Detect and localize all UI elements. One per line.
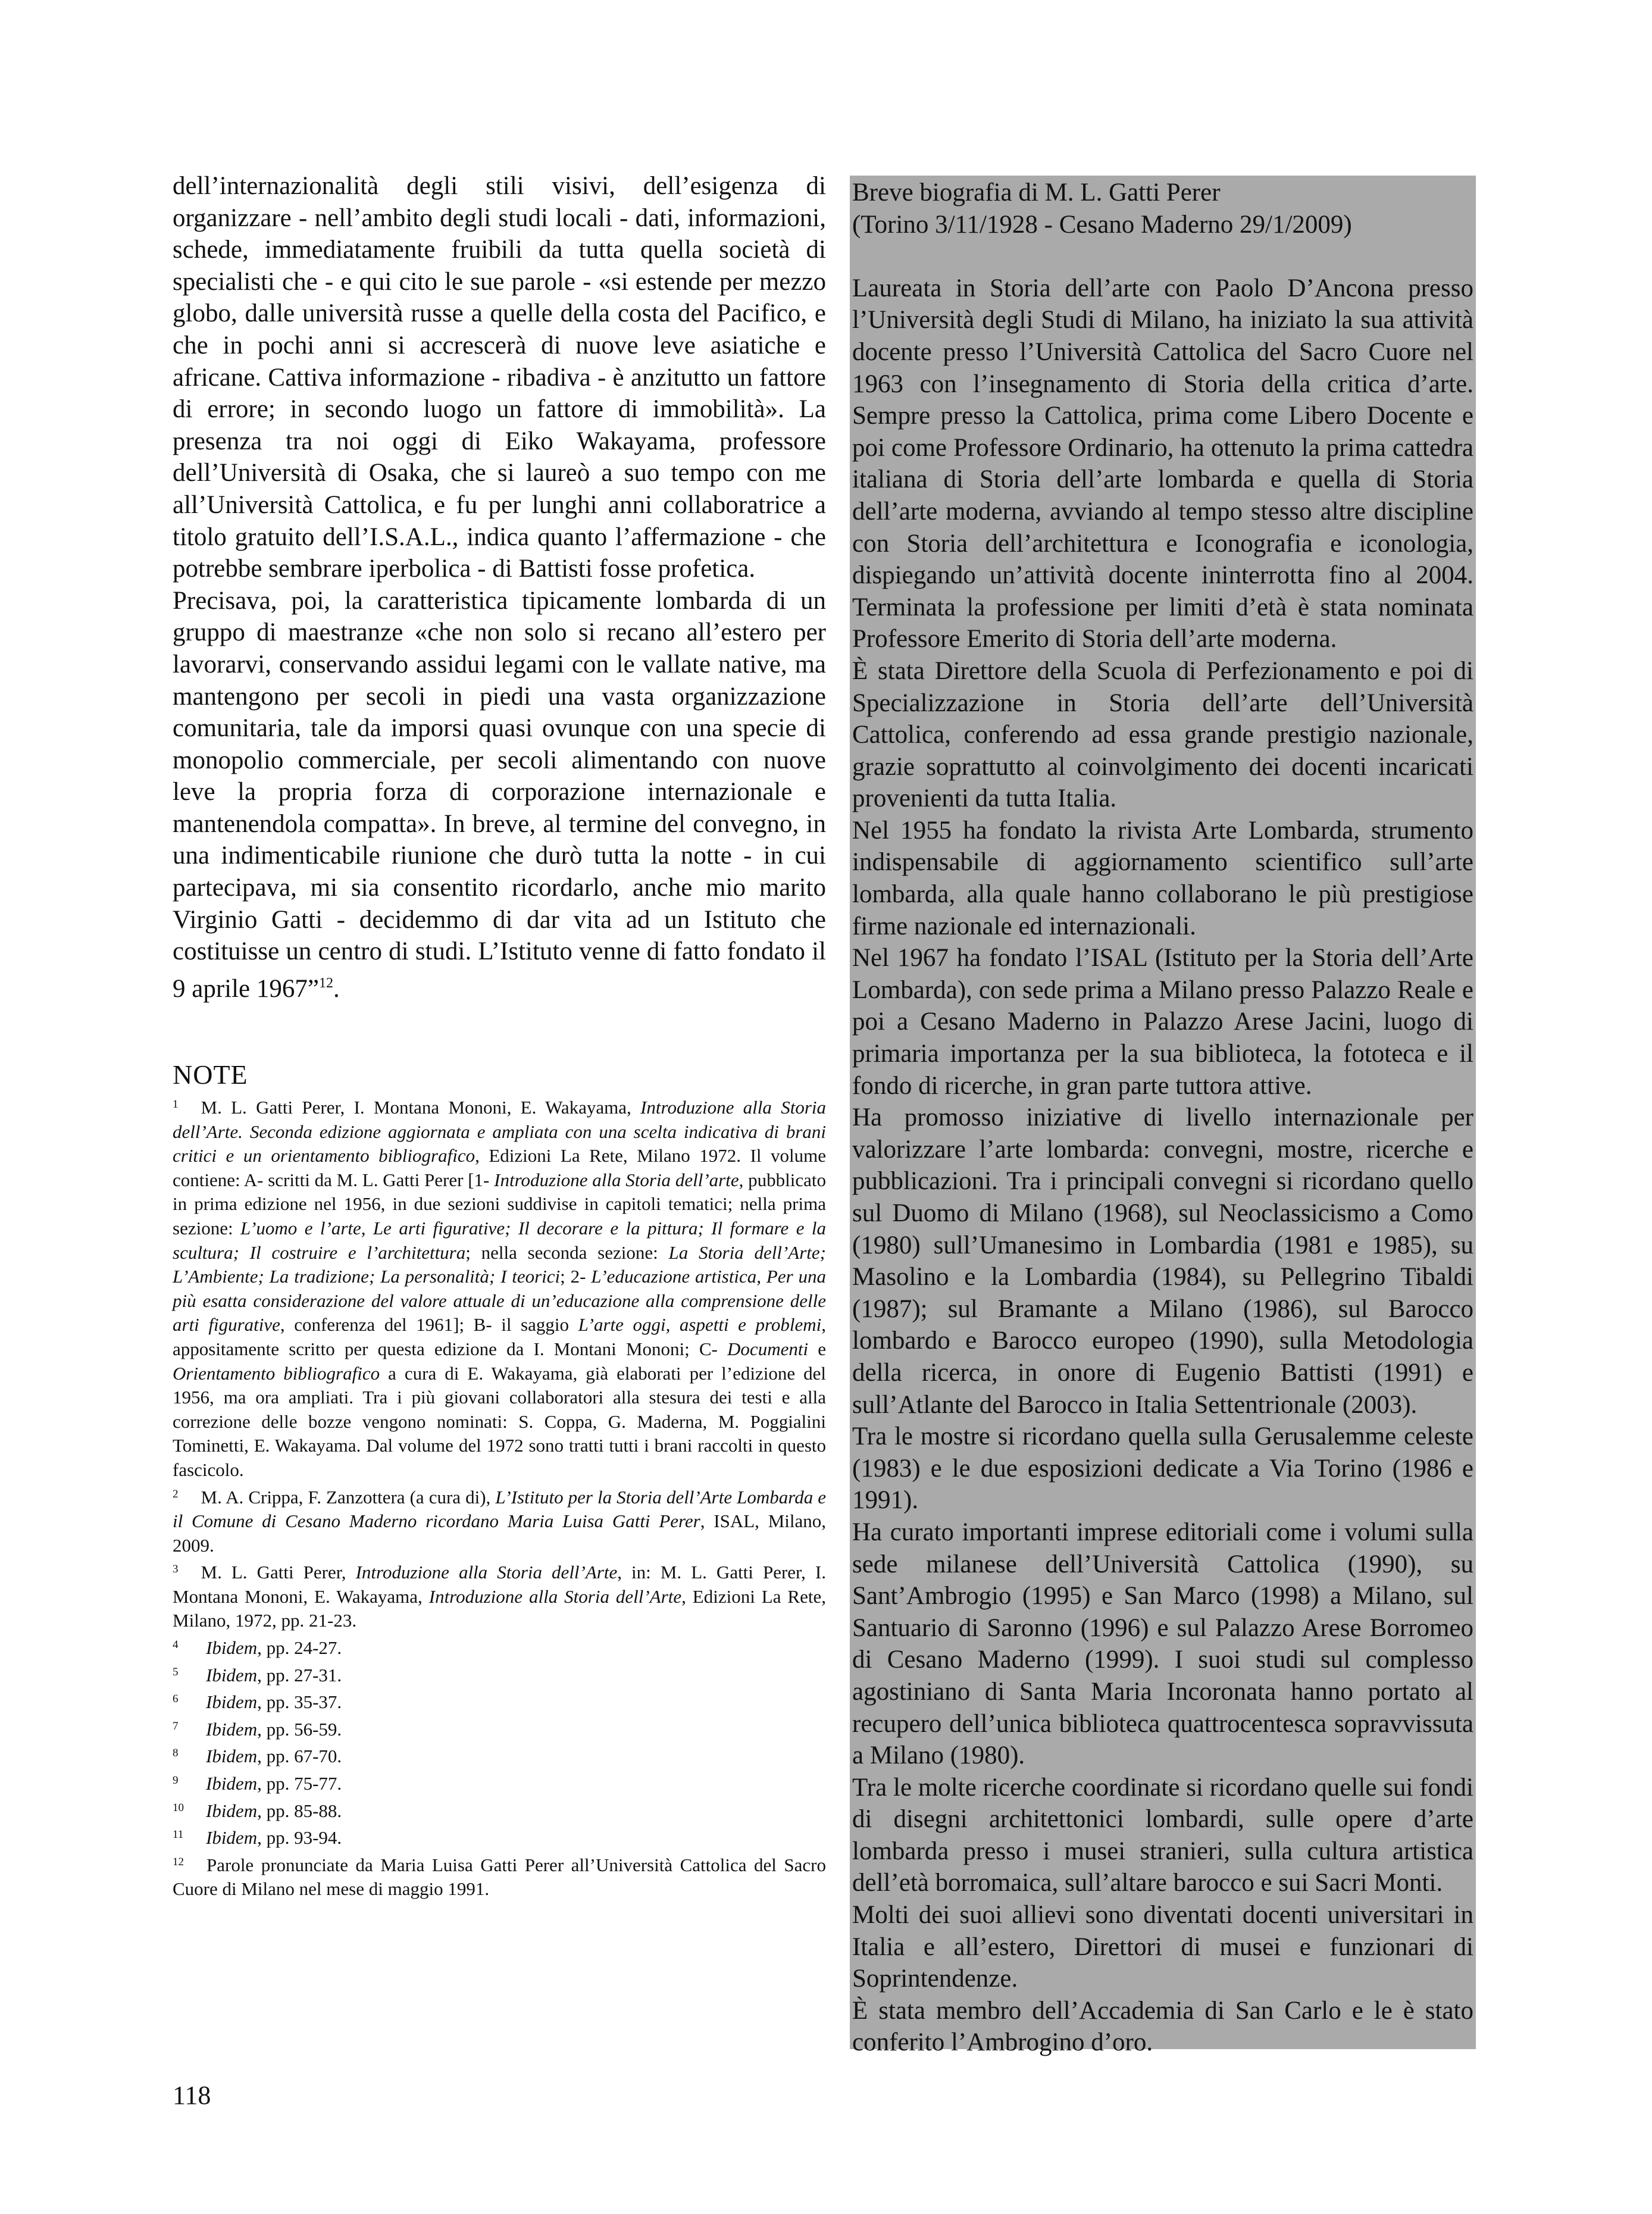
- footnote-number: 11: [173, 1828, 184, 1841]
- footnote-number: 10: [173, 1801, 184, 1814]
- footnote-text: , pp. 35-37.: [257, 1691, 342, 1713]
- footnote-text: M. L. Gatti Perer, I. Montana Mononi, E. Wakayama,: [201, 1097, 641, 1118]
- biography-spacer: [852, 240, 1473, 273]
- footnote-ref-12[interactable]: 12: [318, 975, 333, 991]
- footnote-3: [173, 1558, 826, 1633]
- footnote-italic-text: L’uomo e l’arte, Le arti figurative; Il decorare e la pittura; Il formare e la scultura; Il costruire e l’architettura: [173, 1217, 826, 1263]
- footnote-9: [173, 1769, 826, 1796]
- footnote-italic-text: Documenti: [727, 1338, 809, 1359]
- body-paragraph-2: [173, 585, 826, 1005]
- footnote-text: , pp. 75-77.: [257, 1773, 342, 1794]
- footnote-4: [173, 1633, 826, 1661]
- footnote-italic-text: Ibidem: [206, 1691, 258, 1713]
- footnote-text: a cura di E. Wakayama, già elaborati per l’edizione del 1956, ma ora ampliati. Tra i più giovani collaboratori alla stesura dei testi e alla correzione delle bozze vengono nominati: S. Coppa, G. Maderna, M. Poggialini Tominetti, E. Wakayama. Dal volume del 1972 sono tratti tutti i brani raccolti in questo fascicolo.: [173, 1362, 826, 1480]
- biography-title: Breve biografia di M. L. Gatti Perer: [852, 179, 1221, 207]
- footnote-text: ; nella seconda sezione:: [465, 1242, 669, 1263]
- body-paragraph-1: dell’internazionalità degli stili visivi, dell’esigenza di organizzare - nell’ambito degli studi locali - dati, informazioni, schede, immediatamente fruibili da tutta quella società di specialisti che - e qui cito le sue parole - «si estende per mezzo globo, dalle università russe a quelle della costa del Pacifico, e che in pochi anni si accrescerà di nuove leve asiatiche e africane. Cattiva informazione - ribadiva - è anzitutto un fattore di errore; in secondo luogo un fattore di immobilità». La presenza tra noi oggi di Eiko Wakayama, professore dell’Università di Osaka, che si laureò a suo tempo con me all’Università Cattolica, e fu per lunghi anni collaboratrice a titolo gratuito dell’I.S.A.L., indica quanto l’affermazione - che potrebbe sembrare iperbolica - di Battisti fosse profetica.: [173, 172, 826, 583]
- footnote-italic-text: Introduzione alla Storia dell’Arte: [355, 1562, 618, 1583]
- footnote-number: 9: [173, 1774, 179, 1787]
- body-paragraph-2-text: Precisava, poi, la caratteristica tipicamente lombarda di un gruppo di maestranze «che non solo si recano all’estero per lavorarvi, conservando assidui legami con le vallate native, ma mantengono per secoli in piedi una vasta organizzazione comunitaria, tale da imporsi quasi ovunque con una specie di monopolio commerciale, per secoli alimentando con nuove leve la propria forza di corporazione internazionale e mantenendola compatta». In breve, al termine del convegno, in una indimenticabile riunione che durò tutta la notte - in cui partecipava, mi sia consentito ricordarlo, anche mio marito Virginio Gatti - decidemmo di dar vita ad un Istituto che costituisse un centro di studi. L’Istituto venne di fatto fondato il 9 aprile 1967”: [173, 586, 826, 1003]
- footnote-number: 2: [173, 1487, 179, 1500]
- footnote-italic-text: La Storia dell’Arte; L’Ambiente; La tradizione; La personalità; I teorici: [173, 1242, 826, 1287]
- footnote-text: , pp. 56-59.: [257, 1718, 342, 1740]
- biography-paragraph: È stata membro dell’Accademia di San Carlo e le è stato conferito l’Ambrogino d’oro.: [852, 1996, 1473, 2057]
- footnote-text: , pp. 24-27.: [257, 1637, 342, 1659]
- footnote-italic-text: L’arte oggi, aspetti e problemi: [578, 1314, 822, 1336]
- footnote-italic-text: Ibidem: [206, 1773, 258, 1794]
- footnote-italic-text: Introduzione alla Storia dell’arte: [494, 1169, 739, 1190]
- footnote-text: M. L. Gatti Perer,: [201, 1562, 356, 1583]
- footnote-italic-text: Introduzione alla Storia dell’Arte: [428, 1586, 682, 1607]
- footnote-number: 1: [173, 1098, 179, 1111]
- footnote-text: , Edizioni La Rete, Milano, 1972, pp. 21-23.: [173, 1586, 826, 1631]
- biography-paragraph: Ha curato importanti imprese editoriali come i volumi sulla sede milanese dell’Università Cattolica (1990), su Sant’Ambrogio (1995) e San Marco (1998) a Milano, sul Santuario di Saronno (1996) e sul Palazzo Arese Borromeo di Cesano Maderno (1999). I suoi studi sul complesso agostiniano di Santa Maria Incoronata hanno portato al recupero dell’unica biblioteca quattrocentesca sopravvissuta a Milano (1980).: [852, 1518, 1473, 1770]
- footnote-number: 8: [173, 1747, 179, 1760]
- footnote-8: [173, 1741, 826, 1769]
- notes-section: [173, 1058, 826, 1902]
- footnote-number: 3: [173, 1563, 179, 1576]
- footnote-text: , in: M. L. Gatti Perer, I. Montana Mononi, E. Wakayama,: [173, 1562, 827, 1607]
- biography-paragraph: Tra le molte ricerche coordinate si ricordano quelle sui fondi di disegni architettonici lombardi, sulle opere d’arte lombarda presso i musei stranieri, sulla cultura artistica dell’età borromaica, sull’altare barocco e sui Sacri Monti.: [852, 1773, 1473, 1897]
- main-body-text: [173, 170, 826, 1005]
- footnote-11: [173, 1823, 826, 1850]
- footnote-text: , pp. 27-31.: [257, 1664, 342, 1685]
- footnote-text: , pp. 85-88.: [257, 1800, 342, 1821]
- biography-paragraph: Laureata in Storia dell’arte con Paolo D’Ancona presso l’Università degli Studi di Milano, ha iniziato la sua attività docente presso l’Università Cattolica del Sacro Cuore nel 1963 con l’insegnamento di Storia della critica d’arte. Sempre presso la Cattolica, prima come Libero Docente e poi come Professore Ordinario, ha ottenuto la prima cattedra italiana di Storia dell’arte lombarda e quella di Storia dell’arte moderna, avviando al tempo stesso altre discipline con Storia dell’architettura e Iconografia e iconologia, dispiegando un’attività docente ininterrotta fino al 2004. Terminata la professione per limiti d’età è stata nominata Professore Emerito di Storia dell’arte moderna.: [852, 274, 1473, 653]
- footnote-number: 6: [173, 1693, 179, 1706]
- footnote-italic-text: L’educazione artistica, Per una più esatta considerazione del valore attuale di un’educazione alla comprensione delle arti figurative: [173, 1266, 826, 1336]
- footnote-number: 7: [173, 1719, 179, 1733]
- footnote-6: [173, 1687, 826, 1715]
- footnote-7: [173, 1715, 826, 1742]
- footnote-text: , conferenza del 1961]; B- il saggio: [280, 1314, 578, 1336]
- biography-paragraph: Nel 1955 ha fondato la rivista Arte Lombarda, strumento indispensabile di aggiornamento scientifico sull’arte lombarda, alla quale hanno collaborano le più prestigiose firme nazionale ed internazionali.: [852, 816, 1473, 940]
- biography-paragraph: Molti dei suoi allievi sono diventati docenti universitari in Italia e all’estero, Direttori di musei e funzionari di Soprintendenze.: [852, 1901, 1473, 1993]
- footnote-italic-text: L’Istituto per la Storia dell’Arte Lombarda e il Comune di Cesano Maderno ricordano Maria Luisa Gatti Perer: [173, 1486, 826, 1532]
- footnote-text: , pp. 67-70.: [257, 1746, 342, 1767]
- notes-heading: NOTE: [173, 1059, 248, 1090]
- footnote-italic-text: Orientamento bibliografico: [173, 1362, 380, 1384]
- footnote-italic-text: Ibidem: [206, 1664, 258, 1685]
- final-period: .: [333, 974, 340, 1003]
- biography-paragraph: Tra le mostre si ricordano quella sulla Gerusalemme celeste (1983) e le due esposizioni dedicate a Via Torino (1986 e 1991).: [852, 1422, 1473, 1515]
- main-text-column: [173, 170, 826, 1005]
- footnote-italic-text: Introduzione alla Storia dell’Arte. Seconda edizione aggiornata e ampliata con una scelta indicativa di brani critici e un orientamento bibliografico: [173, 1097, 826, 1167]
- page-number: 118: [173, 2081, 211, 2110]
- footnote-text: , pp. 93-94.: [257, 1827, 342, 1849]
- footnote-number: 12: [173, 1855, 184, 1868]
- footnote-italic-text: Ibidem: [206, 1746, 258, 1767]
- footnote-5: [173, 1661, 826, 1688]
- footnote-2: [173, 1483, 826, 1558]
- footnote-text: , pubblicato in prima edizione nel 1956, in due sezioni suddivise in capitoli tematici; nella prima sezione:: [173, 1169, 827, 1239]
- footnote-text: , appositamente scritto per questa edizione da I. Montani Mononi; C-: [173, 1314, 827, 1359]
- footnote-12: [173, 1850, 826, 1902]
- biography-paragraph: È stata Direttore della Scuola di Perfezionamento e poi di Specializzazione in Storia dell’arte dell’Università Cattolica, conferendo ad essa grande prestigio nazionale, grazie soprattutto al coinvolgimento dei docenti incaricati provenienti da tutta Italia.: [852, 656, 1473, 813]
- biography-box: [850, 176, 1476, 2057]
- biography-paragraphs: [852, 273, 1473, 2059]
- footnote-text: , ISAL, Milano, 2009.: [173, 1511, 827, 1556]
- footnote-10: [173, 1796, 826, 1824]
- footnote-text: e: [808, 1338, 826, 1359]
- footnote-1: [173, 1093, 826, 1483]
- footnote-italic-text: Ibidem: [206, 1827, 258, 1849]
- biography-paragraph: Ha promosso iniziative di livello internazionale per valorizzare l’arte lombarda: convegni, mostre, ricerche e pubblicazioni. Tra i principali convegni si ricordano quello sul Duomo di Milano (1968), sul Neoclassicismo a Como (1980) sull’Umanesimo in Lombardia (1981 e 1985), su Masolino e la Lombardia (1984), su Pellegrino Tibaldi (1987); sul Bramante a Milano (1986), sul Barocco lombardo e Barocco europeo (1990), sulla Metodologia della ricerca, in onore di Eugenio Battisti (1991) e sull’Atlante del Barocco in Italia Settentrionale (2003).: [852, 1103, 1473, 1419]
- footnote-italic-text: Ibidem: [206, 1637, 258, 1659]
- footnote-italic-text: Ibidem: [206, 1718, 258, 1740]
- biography-paragraph: Nel 1967 ha fondato l’ISAL (Istituto per la Storia dell’Arte Lombarda), con sede prima a Milano presso Palazzo Reale e poi a Cesano Maderno in Palazzo Arese Jacini, luogo di primaria importanza per la sua biblioteca, la fototeca e il fondo di ricerche, in gran parte tuttora attive.: [852, 944, 1473, 1100]
- footnote-text: ; 2-: [560, 1266, 592, 1287]
- footnote-text: , Edizioni La Rete, Milano 1972. Il volume contiene: A- scritti da M. L. Gatti Perer [1-: [173, 1145, 826, 1190]
- footnote-text: M. A. Crippa, F. Zanzottera (a cura di),: [201, 1486, 496, 1508]
- footnote-number: 4: [173, 1638, 179, 1652]
- footnote-number: 5: [173, 1665, 179, 1678]
- notes-list: [173, 1093, 826, 1902]
- biography-dates: (Torino 3/11/1928 - Cesano Maderno 29/1/2009): [852, 210, 1352, 239]
- footnote-text: Parole pronunciate da Maria Luisa Gatti Perer all’Università Cattolica del Sacro Cuore di Milano nel mese di maggio 1991.: [173, 1854, 826, 1900]
- footnote-italic-text: Ibidem: [206, 1800, 258, 1821]
